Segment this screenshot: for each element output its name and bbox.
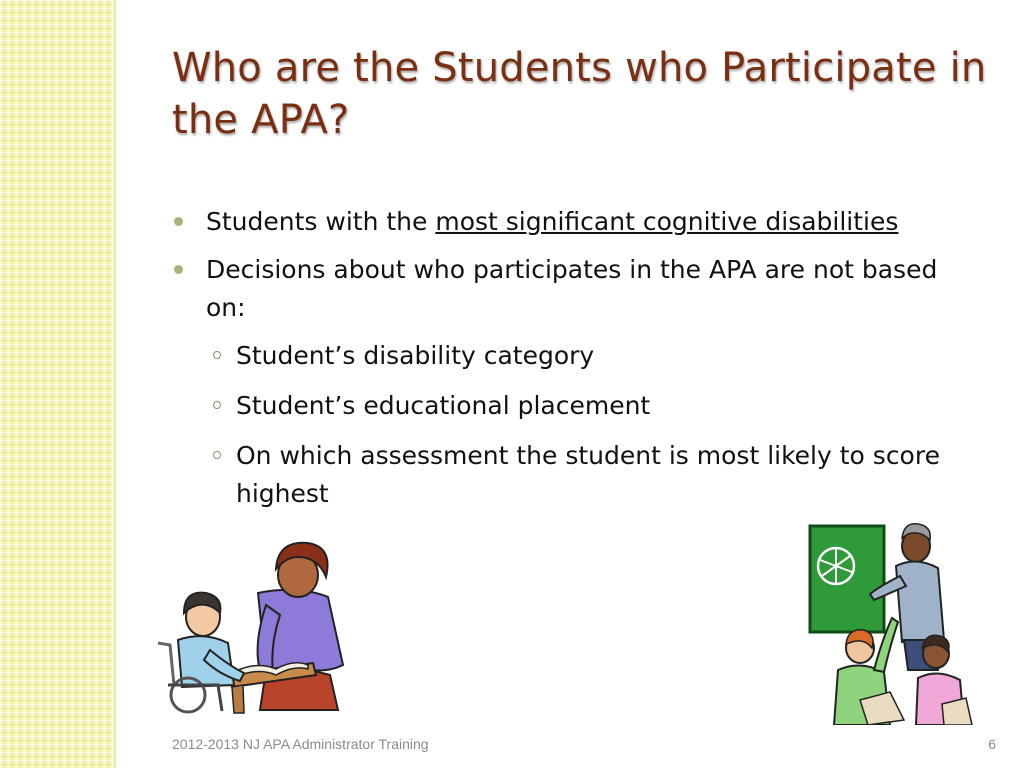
sub-bullet-text: Student’s disability category <box>236 341 595 370</box>
bullet-text: Decisions about who participates in the APA are not based on: <box>206 255 938 322</box>
slide-title: Who are the Students who Participate in the APA? <box>172 45 987 143</box>
teacher-student-reading-clipart <box>148 535 353 715</box>
slide-body <box>172 203 972 525</box>
sub-bullet-item <box>172 337 972 375</box>
bullet-item <box>172 203 972 241</box>
bullet-item <box>172 251 972 327</box>
bullet-text: Students with the <box>206 207 436 236</box>
bullet-dot-icon <box>174 217 183 226</box>
bullet-emphasis-text: most significant cognitive disabilities <box>435 207 899 236</box>
page-number: 6 <box>988 736 996 752</box>
sub-bullet-ring-icon <box>213 451 221 459</box>
sub-bullet-text: On which assessment the student is most likely to score highest <box>236 441 940 508</box>
sub-bullet-text: Student’s educational placement <box>236 391 651 420</box>
sub-bullet-ring-icon <box>213 351 221 359</box>
slide-footer: 2012-2013 NJ APA Administrator Training <box>172 736 429 752</box>
sub-bullet-item <box>172 437 972 513</box>
sub-bullet-ring-icon <box>213 401 221 409</box>
sub-bullet-item <box>172 387 972 425</box>
bullet-dot-icon <box>174 265 183 274</box>
classroom-chalkboard-clipart <box>808 520 973 725</box>
decorative-side-strip <box>0 0 116 768</box>
